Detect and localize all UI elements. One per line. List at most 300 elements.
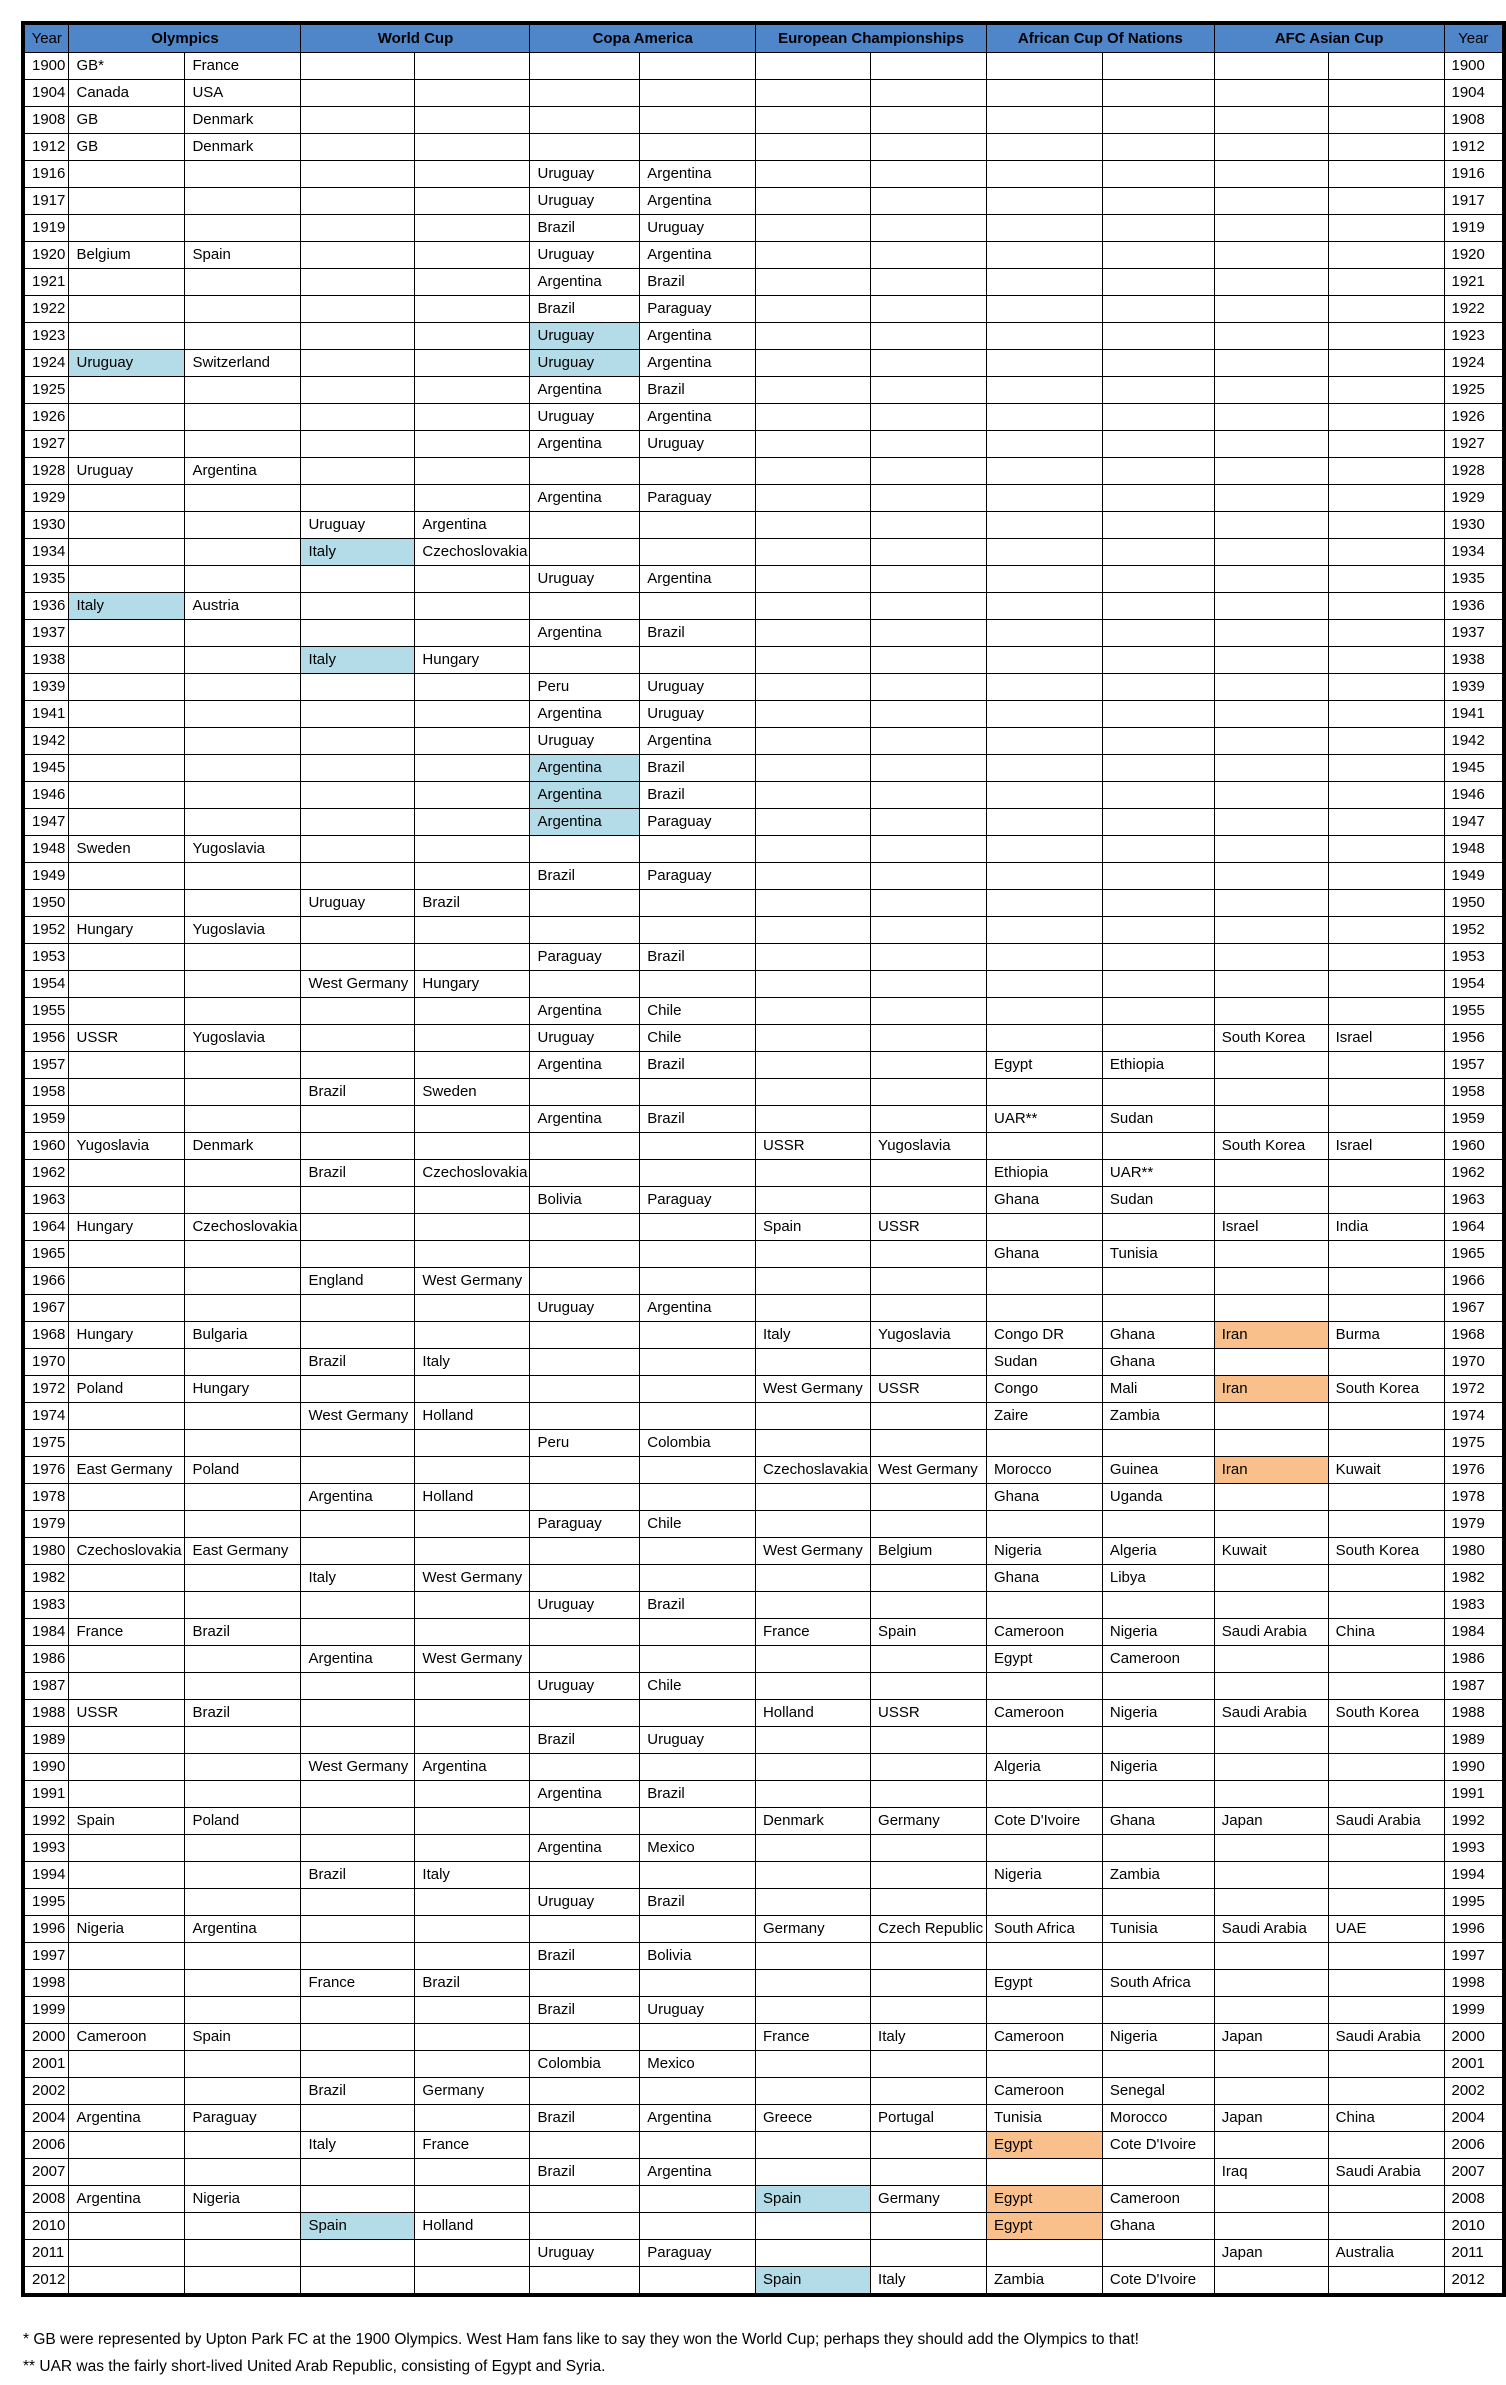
cell-copa-america-winner: Brazil — [530, 2159, 640, 2186]
cell-world-cup-runner-up — [415, 782, 530, 809]
cell-world-cup-runner-up: Argentina — [415, 1754, 530, 1781]
cell-african-cup-winner — [987, 782, 1103, 809]
table-row — [23, 701, 1504, 728]
cell-afc-asian-cup-winner: Iran — [1214, 1376, 1328, 1403]
table-row — [23, 1700, 1504, 1727]
cell-african-cup-runner-up — [1102, 1025, 1214, 1052]
cell-copa-america-runner-up — [640, 1133, 756, 1160]
cell-african-cup-winner — [987, 2159, 1103, 2186]
cell-olympics-runner-up — [185, 188, 301, 215]
cell-world-cup-winner — [301, 917, 415, 944]
cell-olympics-runner-up: Argentina — [185, 458, 301, 485]
year-cell-left: 1989 — [23, 1727, 69, 1754]
cell-olympics-winner — [69, 971, 185, 998]
year-cell-left: 1926 — [23, 404, 69, 431]
cell-african-cup-winner: Ghana — [987, 1565, 1103, 1592]
year-cell-left: 1979 — [23, 1511, 69, 1538]
cell-european-championships-runner-up — [871, 1997, 987, 2024]
cell-copa-america-winner — [530, 1349, 640, 1376]
cell-european-championships-runner-up — [871, 296, 987, 323]
year-cell-left: 1934 — [23, 539, 69, 566]
cell-copa-america-winner — [530, 2078, 640, 2105]
cell-world-cup-runner-up — [415, 1592, 530, 1619]
cell-european-championships-runner-up — [871, 836, 987, 863]
cell-olympics-winner: Hungary — [69, 1322, 185, 1349]
cell-copa-america-runner-up — [640, 1376, 756, 1403]
year-cell-left: 1983 — [23, 1592, 69, 1619]
cell-afc-asian-cup-winner: Iran — [1214, 1457, 1328, 1484]
cell-european-championships-runner-up — [871, 458, 987, 485]
year-cell-right: 2007 — [1444, 2159, 1504, 2186]
cell-world-cup-winner — [301, 188, 415, 215]
cell-european-championships-runner-up — [871, 107, 987, 134]
cell-african-cup-winner — [987, 1943, 1103, 1970]
cell-african-cup-runner-up — [1102, 1511, 1214, 1538]
cell-african-cup-winner — [987, 404, 1103, 431]
cell-olympics-winner — [69, 755, 185, 782]
year-cell-right: 1967 — [1444, 1295, 1504, 1322]
cell-olympics-runner-up — [185, 1565, 301, 1592]
cell-afc-asian-cup-winner — [1214, 728, 1328, 755]
year-cell-right: 1925 — [1444, 377, 1504, 404]
cell-european-championships-runner-up — [871, 215, 987, 242]
cell-olympics-runner-up — [185, 944, 301, 971]
year-cell-right: 1922 — [1444, 296, 1504, 323]
cell-african-cup-runner-up — [1102, 566, 1214, 593]
cell-olympics-winner — [69, 296, 185, 323]
cell-african-cup-winner — [987, 323, 1103, 350]
cell-olympics-runner-up: Spain — [185, 242, 301, 269]
year-cell-right: 1983 — [1444, 1592, 1504, 1619]
cell-european-championships-winner — [755, 593, 870, 620]
cell-african-cup-winner — [987, 728, 1103, 755]
cell-afc-asian-cup-runner-up: China — [1328, 2105, 1444, 2132]
cell-afc-asian-cup-runner-up — [1328, 836, 1444, 863]
cell-african-cup-winner — [987, 809, 1103, 836]
cell-world-cup-winner — [301, 944, 415, 971]
cell-african-cup-winner — [987, 296, 1103, 323]
table-row — [23, 53, 1504, 80]
cell-copa-america-winner: Argentina — [530, 1106, 640, 1133]
cell-african-cup-winner: South Africa — [987, 1916, 1103, 1943]
year-cell-left: 1919 — [23, 215, 69, 242]
cell-european-championships-runner-up: Italy — [871, 2024, 987, 2051]
cell-african-cup-runner-up — [1102, 1592, 1214, 1619]
year-cell-left: 1990 — [23, 1754, 69, 1781]
cell-world-cup-runner-up — [415, 1052, 530, 1079]
cell-african-cup-winner: Nigeria — [987, 1538, 1103, 1565]
year-cell-left: 1962 — [23, 1160, 69, 1187]
cell-afc-asian-cup-winner — [1214, 215, 1328, 242]
cell-olympics-runner-up — [185, 2051, 301, 2078]
cell-afc-asian-cup-winner — [1214, 1484, 1328, 1511]
cell-world-cup-runner-up — [415, 593, 530, 620]
cell-african-cup-runner-up — [1102, 701, 1214, 728]
year-cell-right: 1912 — [1444, 134, 1504, 161]
cell-world-cup-runner-up — [415, 1322, 530, 1349]
cell-afc-asian-cup-runner-up — [1328, 1889, 1444, 1916]
table-row — [23, 2159, 1504, 2186]
year-cell-right: 2001 — [1444, 2051, 1504, 2078]
cell-african-cup-runner-up: Guinea — [1102, 1457, 1214, 1484]
cell-copa-america-runner-up — [640, 1565, 756, 1592]
cell-world-cup-winner: Brazil — [301, 1160, 415, 1187]
cell-european-championships-runner-up — [871, 431, 987, 458]
year-cell-right: 1999 — [1444, 1997, 1504, 2024]
cell-olympics-winner: Nigeria — [69, 1916, 185, 1943]
cell-afc-asian-cup-runner-up — [1328, 296, 1444, 323]
cell-copa-america-runner-up — [640, 107, 756, 134]
cell-european-championships-runner-up — [871, 377, 987, 404]
table-row — [23, 242, 1504, 269]
col-header-year-left: Year — [23, 23, 69, 53]
cell-afc-asian-cup-runner-up — [1328, 404, 1444, 431]
cell-afc-asian-cup-runner-up — [1328, 1592, 1444, 1619]
cell-world-cup-winner — [301, 809, 415, 836]
cell-afc-asian-cup-runner-up — [1328, 242, 1444, 269]
cell-copa-america-winner — [530, 1484, 640, 1511]
year-cell-right: 1988 — [1444, 1700, 1504, 1727]
cell-european-championships-runner-up — [871, 269, 987, 296]
year-cell-left: 2001 — [23, 2051, 69, 2078]
cell-european-championships-runner-up — [871, 323, 987, 350]
cell-afc-asian-cup-winner — [1214, 1106, 1328, 1133]
year-cell-right: 2002 — [1444, 2078, 1504, 2105]
cell-world-cup-runner-up — [415, 2105, 530, 2132]
cell-copa-america-winner — [530, 2213, 640, 2240]
cell-olympics-winner — [69, 2132, 185, 2159]
cell-copa-america-winner — [530, 1619, 640, 1646]
cell-european-championships-winner — [755, 431, 870, 458]
table-row — [23, 1052, 1504, 1079]
cell-olympics-runner-up — [185, 809, 301, 836]
cell-world-cup-winner — [301, 2267, 415, 2296]
cell-olympics-winner — [69, 1727, 185, 1754]
year-cell-right: 1966 — [1444, 1268, 1504, 1295]
table-row — [23, 296, 1504, 323]
cell-afc-asian-cup-runner-up — [1328, 1646, 1444, 1673]
year-cell-right: 1995 — [1444, 1889, 1504, 1916]
cell-olympics-runner-up — [185, 1943, 301, 1970]
cell-african-cup-winner — [987, 188, 1103, 215]
cell-european-championships-winner — [755, 917, 870, 944]
cell-world-cup-winner: Brazil — [301, 1079, 415, 1106]
cell-african-cup-winner — [987, 1268, 1103, 1295]
cell-european-championships-runner-up — [871, 1511, 987, 1538]
cell-african-cup-winner — [987, 512, 1103, 539]
cell-copa-america-runner-up: Brazil — [640, 620, 756, 647]
cell-european-championships-winner: France — [755, 1619, 870, 1646]
year-cell-right: 1941 — [1444, 701, 1504, 728]
cell-olympics-runner-up — [185, 971, 301, 998]
cell-african-cup-runner-up: South Africa — [1102, 1970, 1214, 1997]
cell-olympics-runner-up — [185, 1646, 301, 1673]
cell-afc-asian-cup-runner-up — [1328, 1943, 1444, 1970]
cell-afc-asian-cup-winner — [1214, 107, 1328, 134]
cell-european-championships-runner-up — [871, 2159, 987, 2186]
cell-afc-asian-cup-runner-up — [1328, 1673, 1444, 1700]
cell-olympics-runner-up — [185, 512, 301, 539]
cell-olympics-runner-up: Poland — [185, 1457, 301, 1484]
cell-world-cup-winner — [301, 998, 415, 1025]
cell-european-championships-winner: France — [755, 2024, 870, 2051]
cell-european-championships-runner-up — [871, 485, 987, 512]
cell-european-championships-runner-up: USSR — [871, 1700, 987, 1727]
year-cell-right: 1992 — [1444, 1808, 1504, 1835]
cell-olympics-winner — [69, 404, 185, 431]
cell-european-championships-winner — [755, 1943, 870, 1970]
cell-olympics-runner-up — [185, 566, 301, 593]
cell-copa-america-runner-up: Argentina — [640, 350, 756, 377]
cell-european-championships-winner — [755, 1565, 870, 1592]
cell-copa-america-winner: Uruguay — [530, 350, 640, 377]
cell-european-championships-winner — [755, 296, 870, 323]
cell-olympics-runner-up: Brazil — [185, 1619, 301, 1646]
table-row — [23, 1079, 1504, 1106]
cell-european-championships-winner — [755, 1079, 870, 1106]
cell-world-cup-winner — [301, 323, 415, 350]
cell-african-cup-runner-up — [1102, 1889, 1214, 1916]
cell-world-cup-winner — [301, 1700, 415, 1727]
cell-olympics-runner-up — [185, 1592, 301, 1619]
cell-olympics-winner — [69, 1592, 185, 1619]
cell-afc-asian-cup-runner-up — [1328, 674, 1444, 701]
cell-world-cup-winner — [301, 431, 415, 458]
table-row — [23, 2051, 1504, 2078]
cell-world-cup-runner-up: Argentina — [415, 512, 530, 539]
cell-olympics-winner — [69, 431, 185, 458]
cell-african-cup-winner: UAR** — [987, 1106, 1103, 1133]
year-cell-left: 1939 — [23, 674, 69, 701]
cell-olympics-winner — [69, 1484, 185, 1511]
cell-world-cup-winner: Italy — [301, 2132, 415, 2159]
cell-olympics-winner: Argentina — [69, 2186, 185, 2213]
cell-world-cup-runner-up — [415, 1187, 530, 1214]
cell-olympics-winner: GB — [69, 107, 185, 134]
table-row — [23, 1295, 1504, 1322]
cell-african-cup-winner — [987, 53, 1103, 80]
cell-world-cup-winner — [301, 1538, 415, 1565]
cell-african-cup-runner-up: Nigeria — [1102, 1754, 1214, 1781]
cell-european-championships-runner-up — [871, 566, 987, 593]
year-cell-right: 1982 — [1444, 1565, 1504, 1592]
table-row — [23, 1619, 1504, 1646]
cell-world-cup-runner-up: West Germany — [415, 1565, 530, 1592]
year-cell-right: 1923 — [1444, 323, 1504, 350]
cell-african-cup-runner-up — [1102, 1781, 1214, 1808]
cell-olympics-winner — [69, 2213, 185, 2240]
cell-copa-america-runner-up: Mexico — [640, 2051, 756, 2078]
cell-european-championships-winner — [755, 674, 870, 701]
cell-african-cup-runner-up: Tunisia — [1102, 1241, 1214, 1268]
cell-african-cup-runner-up: Libya — [1102, 1565, 1214, 1592]
cell-afc-asian-cup-runner-up — [1328, 1997, 1444, 2024]
cell-olympics-winner — [69, 377, 185, 404]
cell-world-cup-runner-up — [415, 1997, 530, 2024]
cell-copa-america-runner-up: Argentina — [640, 242, 756, 269]
table-row — [23, 728, 1504, 755]
year-cell-right: 2000 — [1444, 2024, 1504, 2051]
cell-copa-america-winner — [530, 107, 640, 134]
table-row — [23, 1025, 1504, 1052]
cell-african-cup-winner: Tunisia — [987, 2105, 1103, 2132]
cell-afc-asian-cup-winner — [1214, 863, 1328, 890]
cell-copa-america-runner-up: Bolivia — [640, 1943, 756, 1970]
cell-world-cup-runner-up — [415, 1889, 530, 1916]
year-cell-left: 1963 — [23, 1187, 69, 1214]
table-row — [23, 2186, 1504, 2213]
cell-african-cup-winner: Cameroon — [987, 2024, 1103, 2051]
table-row — [23, 971, 1504, 998]
cell-copa-america-winner — [530, 1457, 640, 1484]
cell-olympics-runner-up — [185, 1484, 301, 1511]
cell-afc-asian-cup-winner — [1214, 539, 1328, 566]
cell-copa-america-winner — [530, 2132, 640, 2159]
cell-european-championships-winner — [755, 890, 870, 917]
cell-olympics-winner — [69, 1754, 185, 1781]
cell-olympics-runner-up: Bulgaria — [185, 1322, 301, 1349]
year-cell-right: 1945 — [1444, 755, 1504, 782]
cell-african-cup-runner-up — [1102, 1214, 1214, 1241]
cell-afc-asian-cup-runner-up — [1328, 53, 1444, 80]
year-cell-left: 2012 — [23, 2267, 69, 2296]
cell-copa-america-runner-up: Uruguay — [640, 215, 756, 242]
cell-african-cup-winner — [987, 1511, 1103, 1538]
cell-african-cup-runner-up: Nigeria — [1102, 2024, 1214, 2051]
cell-african-cup-runner-up — [1102, 161, 1214, 188]
cell-olympics-winner — [69, 674, 185, 701]
cell-olympics-winner: Hungary — [69, 917, 185, 944]
cell-european-championships-winner — [755, 1970, 870, 1997]
cell-olympics-winner — [69, 2267, 185, 2296]
cell-copa-america-runner-up — [640, 1862, 756, 1889]
year-cell-left: 1992 — [23, 1808, 69, 1835]
cell-afc-asian-cup-winner: Kuwait — [1214, 1538, 1328, 1565]
cell-afc-asian-cup-runner-up — [1328, 728, 1444, 755]
cell-european-championships-winner — [755, 1592, 870, 1619]
cell-european-championships-winner: Holland — [755, 1700, 870, 1727]
cell-african-cup-winner: Ghana — [987, 1241, 1103, 1268]
year-cell-left: 1945 — [23, 755, 69, 782]
cell-world-cup-runner-up — [415, 134, 530, 161]
cell-copa-america-winner — [530, 890, 640, 917]
cell-afc-asian-cup-winner: Iraq — [1214, 2159, 1328, 2186]
cell-european-championships-winner — [755, 1268, 870, 1295]
cell-copa-america-winner — [530, 1970, 640, 1997]
cell-african-cup-runner-up — [1102, 1295, 1214, 1322]
cell-olympics-runner-up — [185, 1889, 301, 1916]
cell-olympics-winner — [69, 1970, 185, 1997]
cell-african-cup-runner-up — [1102, 242, 1214, 269]
cell-olympics-runner-up — [185, 728, 301, 755]
cell-world-cup-winner — [301, 2186, 415, 2213]
cell-olympics-winner: France — [69, 1619, 185, 1646]
cell-european-championships-runner-up — [871, 1403, 987, 1430]
cell-european-championships-runner-up — [871, 1106, 987, 1133]
cell-world-cup-winner — [301, 701, 415, 728]
cell-african-cup-winner — [987, 2051, 1103, 2078]
cell-olympics-winner — [69, 1160, 185, 1187]
year-cell-right: 1997 — [1444, 1943, 1504, 1970]
year-cell-left: 1970 — [23, 1349, 69, 1376]
cell-african-cup-runner-up — [1102, 863, 1214, 890]
cell-afc-asian-cup-runner-up — [1328, 566, 1444, 593]
year-cell-right: 1954 — [1444, 971, 1504, 998]
cell-olympics-runner-up — [185, 1241, 301, 1268]
cell-european-championships-runner-up — [871, 1781, 987, 1808]
cell-afc-asian-cup-runner-up — [1328, 647, 1444, 674]
cell-copa-america-runner-up — [640, 2132, 756, 2159]
cell-afc-asian-cup-winner — [1214, 161, 1328, 188]
year-cell-left: 1991 — [23, 1781, 69, 1808]
cell-european-championships-winner: Spain — [755, 2267, 870, 2296]
cell-european-championships-runner-up — [871, 2132, 987, 2159]
year-cell-left: 1929 — [23, 485, 69, 512]
cell-copa-america-runner-up — [640, 1484, 756, 1511]
cell-african-cup-runner-up — [1102, 1673, 1214, 1700]
cell-olympics-winner: Spain — [69, 1808, 185, 1835]
cell-copa-america-runner-up — [640, 1646, 756, 1673]
cell-world-cup-runner-up — [415, 2186, 530, 2213]
cell-world-cup-runner-up: West Germany — [415, 1646, 530, 1673]
cell-afc-asian-cup-runner-up — [1328, 485, 1444, 512]
cell-afc-asian-cup-runner-up — [1328, 1835, 1444, 1862]
cell-copa-america-winner: Argentina — [530, 431, 640, 458]
cell-world-cup-runner-up — [415, 215, 530, 242]
year-cell-left: 1994 — [23, 1862, 69, 1889]
table-row — [23, 1214, 1504, 1241]
cell-afc-asian-cup-runner-up — [1328, 431, 1444, 458]
cell-olympics-runner-up: Denmark — [185, 134, 301, 161]
cell-olympics-winner: Canada — [69, 80, 185, 107]
cell-african-cup-winner: Cote D'Ivoire — [987, 1808, 1103, 1835]
year-cell-right: 1926 — [1444, 404, 1504, 431]
cell-european-championships-winner — [755, 269, 870, 296]
table-row — [23, 809, 1504, 836]
cell-copa-america-runner-up — [640, 1241, 756, 1268]
cell-world-cup-runner-up: Holland — [415, 1484, 530, 1511]
table-row — [23, 215, 1504, 242]
cell-afc-asian-cup-runner-up: Saudi Arabia — [1328, 2024, 1444, 2051]
cell-african-cup-runner-up: UAR** — [1102, 1160, 1214, 1187]
cell-afc-asian-cup-runner-up — [1328, 323, 1444, 350]
table-row — [23, 2078, 1504, 2105]
cell-copa-america-winner: Argentina — [530, 998, 640, 1025]
cell-afc-asian-cup-runner-up: India — [1328, 1214, 1444, 1241]
cell-european-championships-runner-up: USSR — [871, 1214, 987, 1241]
cell-olympics-winner — [69, 512, 185, 539]
table-row — [23, 107, 1504, 134]
cell-world-cup-runner-up — [415, 1457, 530, 1484]
cell-african-cup-winner — [987, 1835, 1103, 1862]
cell-olympics-runner-up — [185, 269, 301, 296]
cell-african-cup-winner — [987, 701, 1103, 728]
cell-european-championships-winner — [755, 971, 870, 998]
cell-world-cup-winner — [301, 755, 415, 782]
cell-copa-america-winner — [530, 1322, 640, 1349]
cell-afc-asian-cup-winner — [1214, 1241, 1328, 1268]
cell-world-cup-winner — [301, 1457, 415, 1484]
cell-world-cup-runner-up: Hungary — [415, 647, 530, 674]
cell-european-championships-winner: USSR — [755, 1133, 870, 1160]
cell-african-cup-winner — [987, 1079, 1103, 1106]
year-cell-right: 1927 — [1444, 431, 1504, 458]
cell-european-championships-winner: Czechoslavakia — [755, 1457, 870, 1484]
cell-european-championships-runner-up — [871, 1241, 987, 1268]
cell-copa-america-runner-up: Chile — [640, 1673, 756, 1700]
cell-copa-america-winner — [530, 2024, 640, 2051]
cell-african-cup-winner: Zaire — [987, 1403, 1103, 1430]
